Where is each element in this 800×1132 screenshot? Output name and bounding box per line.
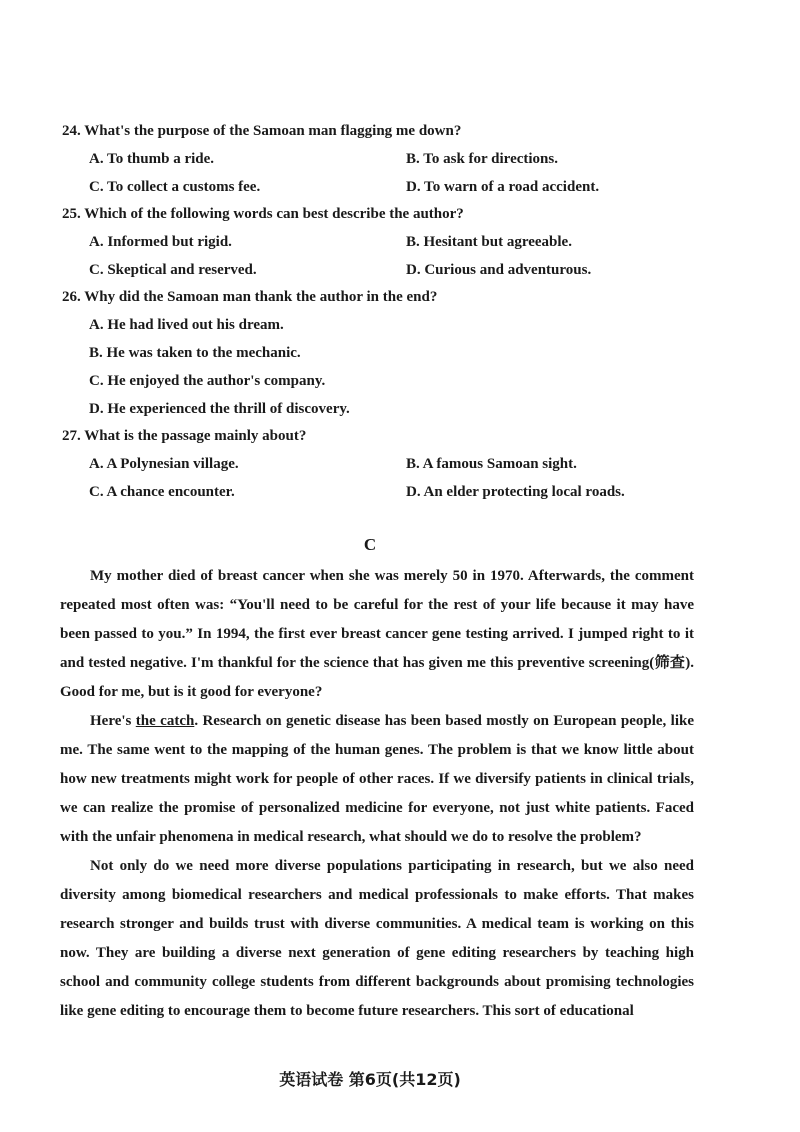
section-title: C bbox=[363, 535, 377, 554]
option-a[interactable]: A. A Polynesian village. bbox=[89, 456, 239, 472]
option-b[interactable]: B. A famous Samoan sight. bbox=[406, 456, 577, 472]
question-25 bbox=[62, 201, 722, 284]
option-a[interactable]: A. He had lived out his dream. bbox=[89, 317, 284, 333]
question-24 bbox=[62, 118, 722, 201]
question-list bbox=[62, 118, 722, 506]
reading-passage bbox=[60, 562, 694, 1026]
question-stem: 26. Why did the Samoan man thank the author in the end? bbox=[62, 289, 438, 305]
question-stem: 27. What is the passage mainly about? bbox=[62, 428, 307, 444]
passage-paragraph-1: My mother died of breast cancer when she was merely 50 in 1970. Afterwards, the comment repeated most often was: “You'll need to be careful for the rest of your life because it may have been passed to you.” In 1994, the first ever breast cancer gene testing arrived. I jumped right to it and tested negative. I'm thankful for the science that has given me this preventive screening(筛查). Good for me, but is it good for everyone? bbox=[60, 568, 694, 700]
option-c[interactable]: C. To collect a customs fee. bbox=[89, 179, 261, 195]
option-b[interactable]: B. He was taken to the mechanic. bbox=[89, 345, 301, 361]
paragraph-rest: . Research on genetic disease has been based mostly on European people, like me. The same went to the mapping of the human genes. The problem is that we know little about how new treatments might work for people of other races. If we diversify patients in clinical trials, we can realize the promise of personalized medicine for everyone, not just white patients. Faced with the unfair phenomena in medical research, what should we do to resolve the problem? bbox=[60, 713, 695, 845]
question-stem: 24. What's the purpose of the Samoan man flagging me down? bbox=[62, 123, 462, 139]
paragraph-lead: Here's bbox=[90, 713, 136, 729]
option-b[interactable]: B. To ask for directions. bbox=[406, 151, 558, 167]
question-stem: 25. Which of the following words can best describe the author? bbox=[62, 206, 464, 222]
option-a[interactable]: A. To thumb a ride. bbox=[89, 151, 215, 167]
page-footer: 英语试卷 第6页(共12页) bbox=[279, 1070, 461, 1089]
question-26 bbox=[62, 284, 722, 423]
passage-paragraph-3: Not only do we need more diverse populations participating in research, but we also need diversity among biomedical researchers and medical professionals to make efforts. That makes research stronger and builds trust with diverse communities. A medical team is working on this now. They are building a diverse next generation of gene editing researchers by teaching high school and community college students from different backgrounds about promising technologies like gene editing to encourage them to become future researchers. This sort of educational bbox=[60, 858, 694, 1019]
question-27 bbox=[62, 423, 722, 506]
option-c[interactable]: C. He enjoyed the author's company. bbox=[89, 373, 326, 389]
option-d[interactable]: D. To warn of a road accident. bbox=[406, 179, 600, 195]
option-c[interactable]: C. A chance encounter. bbox=[89, 484, 235, 500]
passage-paragraph-2 bbox=[60, 707, 694, 852]
option-c[interactable]: C. Skeptical and reserved. bbox=[89, 262, 257, 278]
option-d[interactable]: D. He experienced the thrill of discovery. bbox=[89, 401, 350, 417]
option-b[interactable]: B. Hesitant but agreeable. bbox=[406, 234, 572, 250]
option-d[interactable]: D. An elder protecting local roads. bbox=[406, 484, 625, 500]
underlined-phrase: the catch bbox=[135, 713, 195, 729]
option-a[interactable]: A. Informed but rigid. bbox=[89, 234, 232, 250]
option-d[interactable]: D. Curious and adventurous. bbox=[406, 262, 592, 278]
